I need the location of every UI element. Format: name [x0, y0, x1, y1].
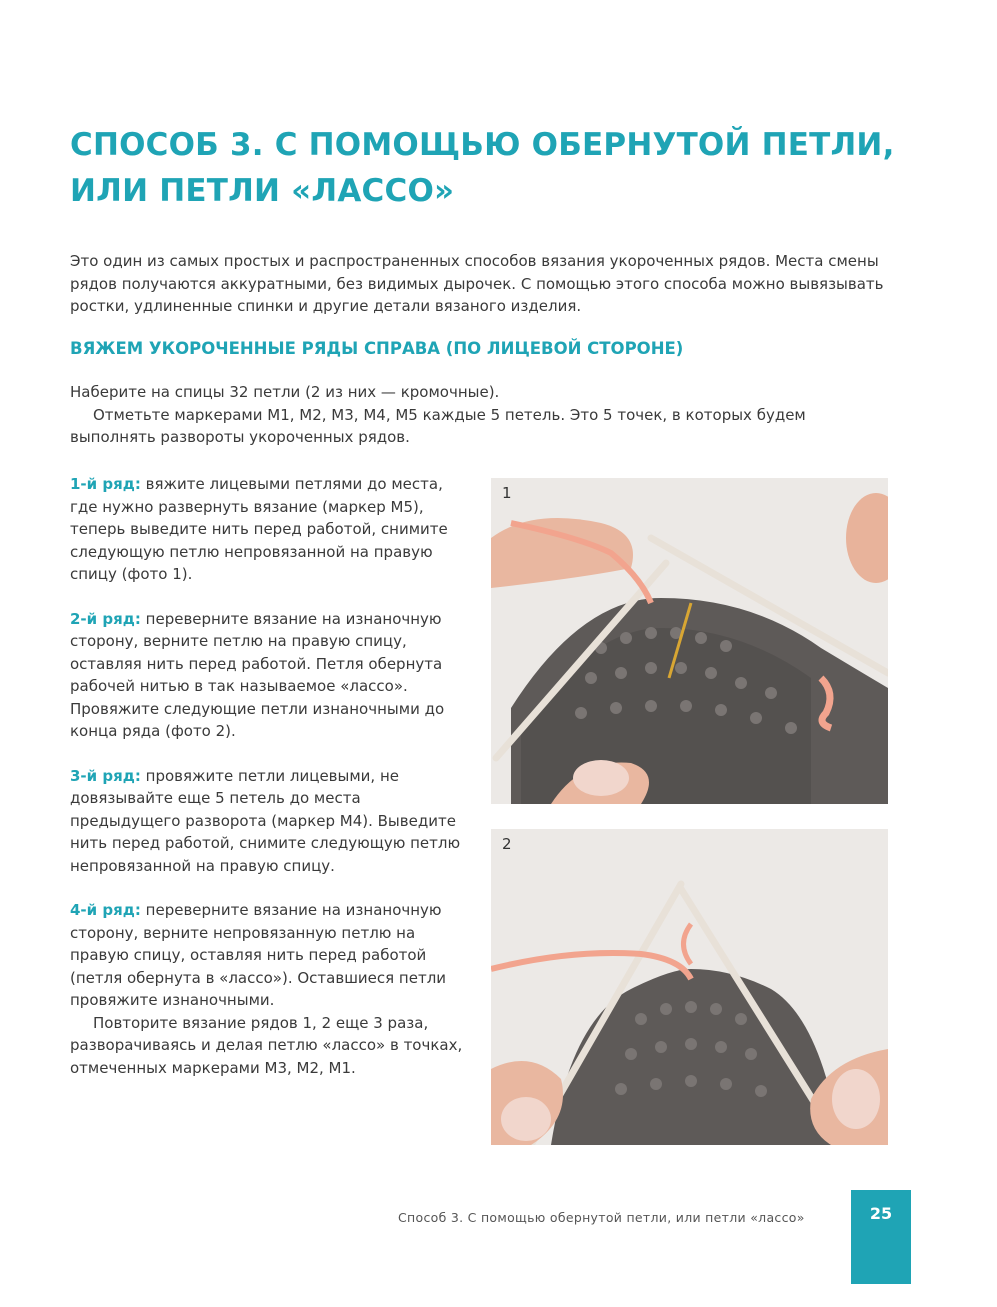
- setup-line-2: Отметьте маркерами М1, М2, М3, М4, М5 каждые 5 петель. Это 5 точек, в которых будем выполнять развороты укороченных рядов.: [70, 405, 806, 446]
- page-title: [70, 122, 930, 214]
- step-label: 3-й ряд:: [70, 766, 141, 785]
- step-label: 1-й ряд:: [70, 475, 141, 493]
- photo-2: [491, 829, 888, 1145]
- setup-line-1: Наберите на спицы 32 петли (2 из них — кромочные).: [70, 383, 500, 401]
- section-subheading: ВЯЖЕМ УКОРОЧЕННЫЕ РЯДЫ СПРАВА (ПО ЛИЦЕВОЙ СТОРОНЕ): [70, 339, 684, 358]
- photo-1: [491, 478, 888, 804]
- step-text: провяжите петли лицевыми, не довязывайте еще 5 петель до места предыдущего разворота (маркер М4). Выведите нить перед работой, снимите следующую петлю непровязанной на правую спицу.: [70, 766, 461, 875]
- intro-paragraph: Это один из самых простых и распространенных способов вязания укороченных рядов. Места смены рядов получаются аккуратными, без видимых дырочек. С помощью этого способа можно вывязывать ростки, удлиненные спинки и другие детали вязаного изделия.: [70, 252, 884, 315]
- title-line-2: ИЛИ ПЕТЛИ «ЛАССО»: [70, 173, 455, 209]
- step-text: переверните вязание на изнаночную сторону, верните петлю на правую спицу, оставляя нить перед работой. Петля обернута рабочей нитью в так называемое «лассо». Провяжите следующие петли изнаночными до конца ряда (фото 2).: [70, 609, 445, 740]
- step-row-3: [70, 765, 470, 878]
- step-row-2: [70, 608, 470, 743]
- step-text: вяжите лицевыми петлями до места, где нужно развернуть вязание (маркер М5), теперь выведите нить перед работой, снимите следующую петлю непровязанной на правую спицу (фото 1).: [70, 475, 448, 583]
- page-number: 25: [869, 1204, 893, 1223]
- knitting-photo-2-illustration: [491, 829, 888, 1145]
- step-label: 2-й ряд:: [70, 609, 141, 628]
- page-number-tab: [851, 1190, 911, 1284]
- repeat-instruction: Повторите вязание рядов 1, 2 еще 3 раза, разворачиваясь и делая петлю «лассо» в точках, отмеченных маркерами М3, М2, М1.: [70, 1013, 463, 1077]
- row-steps: [70, 473, 470, 1079]
- photo-number: 1: [502, 484, 512, 502]
- step-row-4: [70, 899, 470, 1012]
- knitting-photo-1-illustration: [491, 478, 888, 804]
- step-text: переверните вязание на изнаночную сторону, верните непровязанную петлю на правую спицу, оставляя нить перед работой (петля обернута в «лассо»). Оставшиеся петли провяжите изнаночными.: [70, 901, 447, 1009]
- footer-chapter-title: Способ 3. С помощью обернутой петли, или петли «лассо»: [398, 1210, 805, 1225]
- step-row-1: [70, 473, 470, 586]
- photo-number: 2: [502, 835, 512, 853]
- step-label: 4-й ряд:: [70, 901, 141, 919]
- setup-instructions: [70, 381, 890, 449]
- title-line-1: СПОСОБ 3. С ПОМОЩЬЮ ОБЕРНУТОЙ ПЕТЛИ,: [70, 127, 895, 163]
